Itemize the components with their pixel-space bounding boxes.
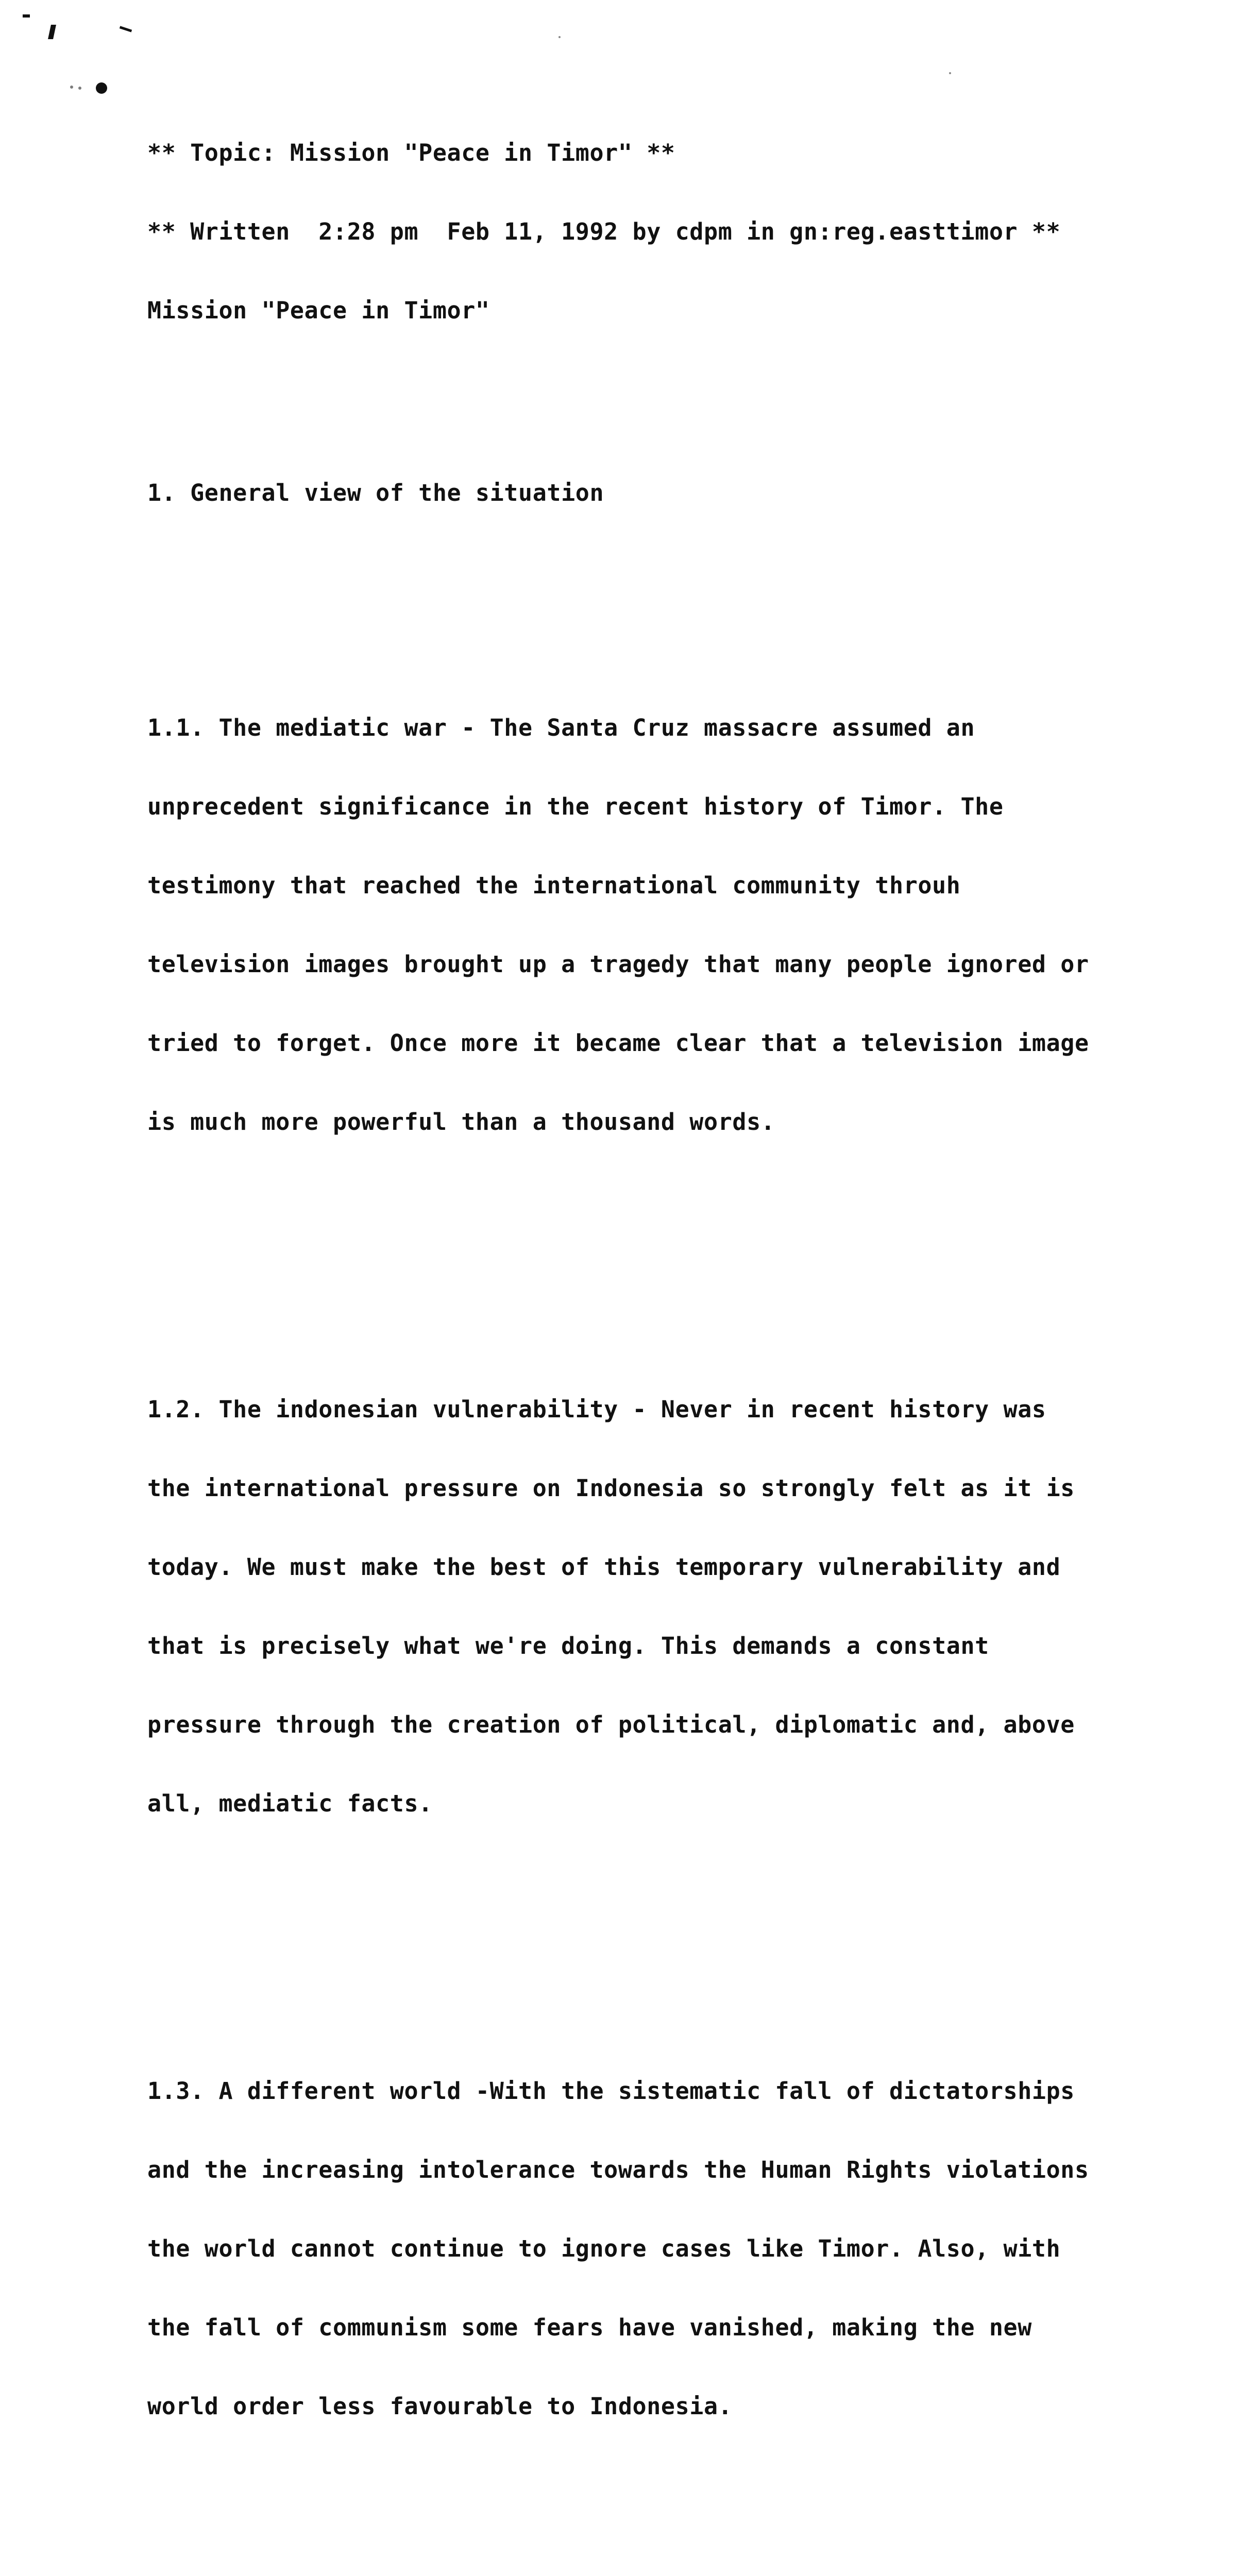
paragraph-line: 1.2. The indonesian vulnerability - Never in recent history was (147, 1396, 1046, 1423)
paragraph-line: the world cannot continue to ignore cases like Timor. Also, with (147, 2235, 1061, 2262)
paragraph-line: all, mediatic facts. (147, 1790, 433, 1817)
paragraph-line: the fall of communism some fears have vanished, making the new (147, 2314, 1032, 2341)
spacer (147, 376, 1209, 401)
paragraph-line: the international pressure on Indonesia so strongly felt as it is (147, 1475, 1075, 1502)
spacer (147, 1922, 1209, 1946)
paragraph-1-3 (147, 2025, 1209, 2472)
scan-speck (70, 86, 73, 89)
spacer (147, 558, 1209, 583)
paragraph-line: 1.1. The mediatic war - The Santa Cruz massacre assumed an (147, 714, 975, 741)
scan-dot (96, 82, 107, 94)
scan-speck (120, 26, 132, 32)
paragraph-line: that is precisely what we're doing. This demands a constant (147, 1632, 989, 1659)
scan-speck (23, 14, 30, 18)
scan-speck (558, 36, 561, 38)
paragraph-line: television images brought up a tragedy that many people ignored or (147, 951, 1089, 978)
paragraph-1-1 (147, 662, 1209, 1188)
scan-speck (78, 87, 81, 90)
paragraph-line: 1.3. A different world -With the sistematic fall of dictatorships (147, 2077, 1075, 2105)
paragraph-line: unprecedent significance in the recent history of Timor. The (147, 793, 1004, 820)
paragraph-line: testimony that reached the international community throuh (147, 872, 961, 899)
spacer (147, 1240, 1209, 1265)
header-written: ** Written 2:28 pm Feb 11, 1992 by cdpm in gn:reg.easttimor ** (147, 218, 1061, 245)
paragraph-line: is much more powerful than a thousand words. (147, 1108, 775, 1136)
paragraph-line: world order less favourable to Indonesia. (147, 2393, 733, 2420)
header-topic: ** Topic: Mission "Peace in Timor" ** (147, 139, 675, 166)
spacer (147, 2524, 1209, 2549)
document-title: Mission "Peace in Timor" (147, 297, 490, 324)
paragraph-line: today. We must make the best of this temporary vulnerability and (147, 1553, 1061, 1581)
document-page (147, 61, 1209, 2576)
paragraph-line: tried to forget. Once more it became clear that a television image (147, 1029, 1089, 1057)
scan-speck (48, 25, 56, 39)
paragraph-line: pressure through the creation of political, diplomatic and, above (147, 1711, 1075, 1738)
paragraph-1-2 (147, 1344, 1209, 1869)
section-1-heading: 1. General view of the situation (147, 479, 604, 506)
paragraph-line: and the increasing intolerance towards the Human Rights violations (147, 2156, 1089, 2183)
